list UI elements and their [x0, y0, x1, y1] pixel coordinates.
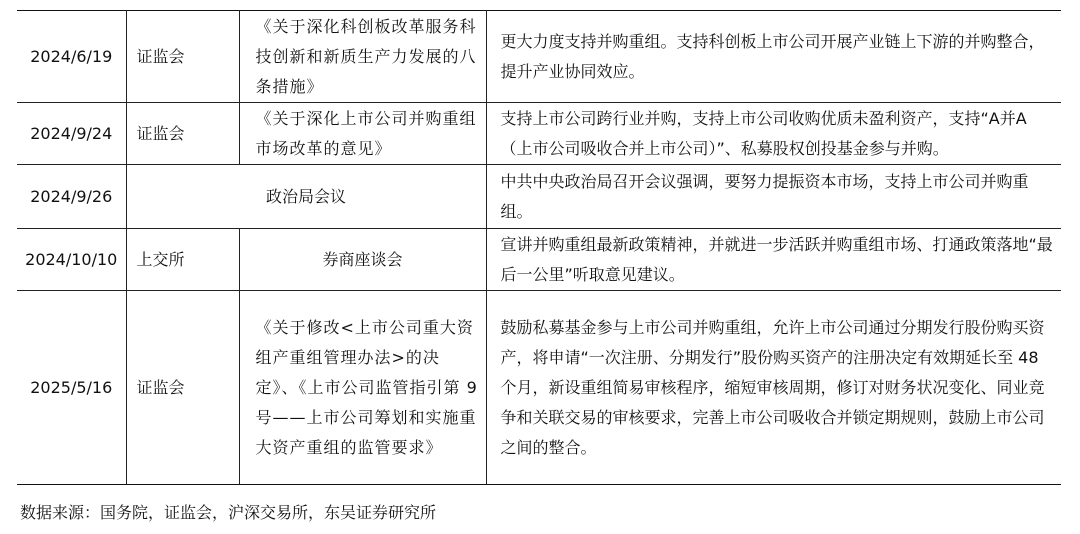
- description-cell: 中共中央政治局召开会议强调，要努力提振资本市场，支持上市公司并购重组。: [486, 165, 1061, 229]
- date-cell: 2025/5/16: [17, 291, 126, 485]
- date-cell: 2024/9/26: [17, 165, 126, 229]
- table-row: [17, 291, 1061, 485]
- org-cell: 上交所: [126, 229, 239, 291]
- document-cell: 券商座谈会: [239, 229, 486, 291]
- date-cell: 2024/9/24: [17, 103, 126, 165]
- document-cell: 《关于深化科创板改革服务科技创新和新质生产力发展的八条措施》: [239, 11, 486, 103]
- org-cell: 证监会: [126, 103, 239, 165]
- description-cell: 鼓励私募基金参与上市公司并购重组，允许上市公司通过分期发行股份购买资产，将申请“一次注册、分期发行”股份购买资产的注册决定有效期延长至 48 个月，新设重组简易审核程序，缩短审核周期，修订对财务状况变化、同业竞争和关联交易的审核要求，完善上市公司吸收合并锁定期规则，鼓励上市公司之间的整合。: [486, 291, 1061, 485]
- org-cell: 证监会: [126, 11, 239, 103]
- table-row: [17, 103, 1061, 165]
- document-cell: 《关于深化上市公司并购重组市场改革的意见》: [239, 103, 486, 165]
- table-row: [17, 165, 1061, 229]
- table-row: [17, 11, 1061, 103]
- merged-org-document-cell: 政治局会议: [126, 165, 486, 229]
- document-cell: 《关于修改<上市公司重大资组产重组管理办法>的决定》、《上市公司监管指引第 9 号——上市公司筹划和实施重大资产重组的监管要求》: [239, 291, 486, 485]
- policy-table: [17, 10, 1061, 485]
- table-row: [17, 229, 1061, 291]
- description-cell: 宣讲并购重组最新政策精神，并就进一步活跃并购重组市场、打通政策落地“最后一公里”听取意见建议。: [486, 229, 1061, 291]
- description-cell: 支持上市公司跨行业并购，支持上市公司收购优质未盈利资产，支持“A并A（上市公司吸收合并上市公司）”、私募股权创投基金参与并购。: [486, 103, 1061, 165]
- date-cell: 2024/10/10: [17, 229, 126, 291]
- description-cell: 更大力度支持并购重组。支持科创板上市公司开展产业链上下游的并购整合，提升产业协同效应。: [486, 11, 1061, 103]
- org-cell: 证监会: [126, 291, 239, 485]
- date-cell: 2024/6/19: [17, 11, 126, 103]
- data-source-note: 数据来源：国务院，证监会，沪深交易所，东吴证券研究所: [20, 503, 437, 522]
